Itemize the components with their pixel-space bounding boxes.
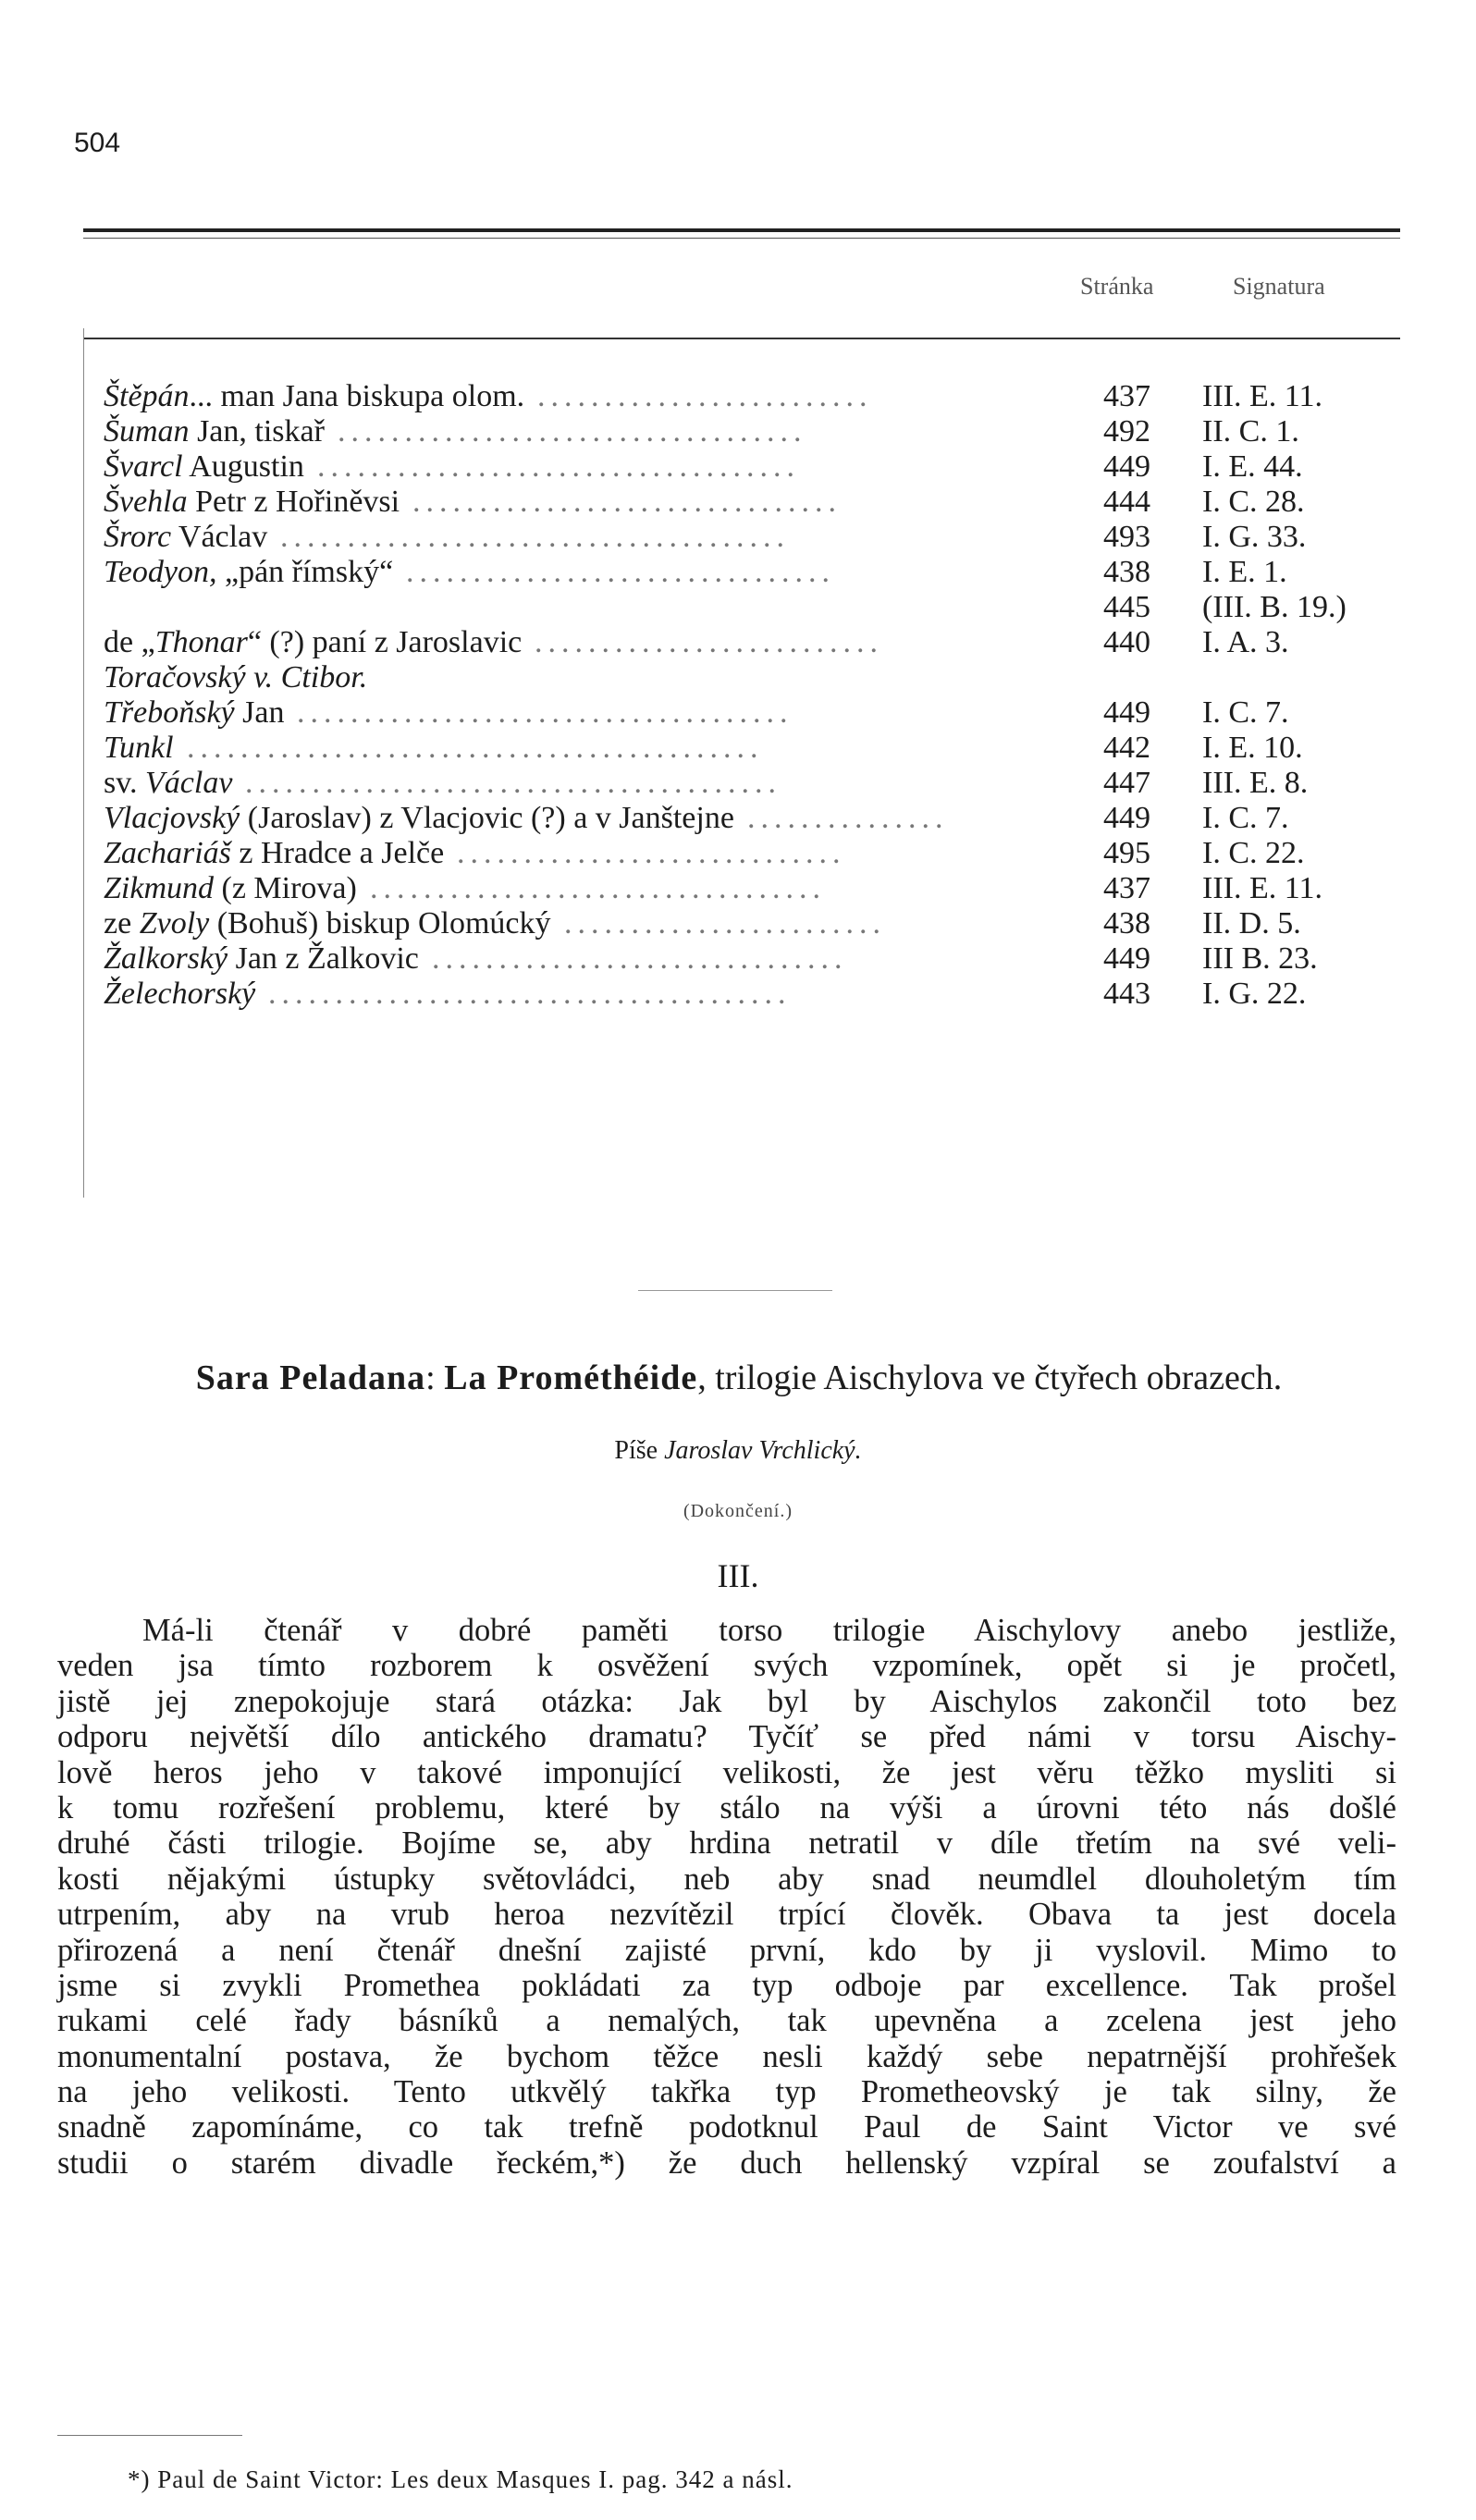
entry-surname: Toračovský v. Ctibor. (104, 660, 368, 695)
index-row (104, 977, 1417, 1012)
leader-dots: ..................................... (297, 695, 793, 730)
entry-detail: (Jaroslav) z Vlacjovic (?) a v Janštejne (240, 801, 734, 835)
entry-detail: (z Mirova) (214, 871, 357, 905)
index-signature: III B. 23. (1202, 941, 1318, 976)
leader-dots: .................................. (370, 871, 826, 905)
entry-surname: Štěpán (104, 379, 190, 413)
index-page-number: 438 (1103, 906, 1150, 940)
index-row (104, 731, 1417, 766)
entry-detail: Jan (234, 695, 285, 730)
article-body (57, 1613, 1396, 2181)
index-signature: I. E. 1. (1202, 555, 1287, 589)
leader-dots: ............................... (432, 941, 848, 976)
leader-dots: ........................ (564, 906, 886, 940)
leader-dots: .......................... (535, 625, 883, 659)
index-signature: III. E. 8. (1202, 766, 1309, 800)
leader-dots: ........................................... (187, 731, 764, 765)
entry-prefix: ze (104, 906, 140, 940)
text-line: veden jsa tímto rozborem k osvěžení svých vzpomínek, opět si je pročetl, (57, 1648, 1396, 1684)
entry-surname: Zvoly (139, 906, 210, 940)
entry-detail: ... man Jana biskupa olom. (189, 379, 525, 413)
entry-surname: Teodyon, (104, 555, 217, 589)
index-row (104, 449, 1417, 485)
index-row (104, 766, 1417, 801)
entry-detail: z Hradce a Jelče (230, 836, 445, 870)
leader-dots: ................................ (406, 555, 835, 589)
index-entry-name (104, 660, 367, 695)
index-entry-name (104, 414, 325, 449)
index-row (104, 695, 1417, 731)
header-rule (83, 338, 1400, 339)
index-entry-name (104, 871, 357, 906)
index-signature: I. A. 3. (1202, 625, 1289, 659)
index-entry-name (104, 731, 174, 766)
text-line: k tomu rozřešení problemu, které by stálo na výši a úrovni této nás došlé (57, 1789, 1396, 1825)
index-signature: (III. B. 19.) (1202, 590, 1347, 624)
index-page-number: 443 (1103, 977, 1150, 1011)
section-heading: III. (717, 1557, 759, 1594)
text-line: jsme si zvykli Promethea pokládati za typ odboje par excellence. Tak prošel (57, 1967, 1396, 2003)
index-row (104, 801, 1417, 836)
entry-surname: Zachariáš (104, 836, 231, 870)
entry-prefix: de „ (104, 625, 155, 659)
index-page-number: 444 (1103, 485, 1150, 519)
index-entry-name (104, 906, 551, 941)
entry-detail: “ (?) paní z Jaroslavic (247, 625, 523, 659)
column-header-page: Stránka (1080, 273, 1154, 300)
index-signature: II. C. 1. (1202, 414, 1299, 449)
author-prefix: Píše (614, 1436, 665, 1465)
index-page-number: 445 (1103, 590, 1150, 624)
entry-detail: Petr z Hořiněvsi (187, 485, 400, 519)
index-signature: III. E. 11. (1202, 379, 1322, 413)
index-row (104, 590, 1417, 625)
entry-prefix: sv. (104, 766, 146, 800)
index-table (104, 379, 1417, 1012)
index-entry-name (104, 485, 400, 520)
index-row (104, 941, 1417, 977)
entry-detail: „pán římský“ (216, 555, 394, 589)
entry-detail: Jan, tiskař (189, 414, 325, 449)
index-signature: I. C. 7. (1202, 801, 1289, 835)
index-entry-name (104, 625, 522, 660)
index-page-number: 449 (1103, 941, 1150, 976)
index-row (104, 414, 1417, 449)
text-line: na jeho velikosti. Tento utkvělý takřka typ Prometheovský je tak silny, že (57, 2074, 1396, 2110)
leader-dots: ................................... (338, 414, 807, 449)
leader-dots: ................................ (412, 485, 842, 519)
entry-detail: Jan z Žalkovic (228, 941, 419, 976)
index-signature: III. E. 11. (1202, 871, 1322, 905)
index-signature: I. C. 7. (1202, 695, 1289, 730)
index-signature: I. E. 44. (1202, 449, 1303, 484)
index-row (104, 660, 1417, 695)
index-entry-name (104, 695, 284, 731)
text-line: druhé části trilogie. Bojíme se, aby hrdina netratil v díle třetím na své veli- (57, 1825, 1396, 1862)
index-entry-name (104, 520, 267, 555)
leader-dots: ...................................... (280, 520, 790, 554)
index-entry-name (104, 449, 304, 485)
top-rule (83, 228, 1400, 232)
index-entry-name (104, 977, 255, 1012)
title-author-name: Sara Peladana (195, 1358, 426, 1397)
entry-detail: (Bohuš) biskup Olomúcký (209, 906, 551, 940)
index-signature: I. G. 33. (1202, 520, 1307, 554)
entry-surname: Třeboňský (104, 695, 235, 730)
page-number: 504 (74, 128, 121, 158)
leader-dots: ............................. (457, 836, 846, 870)
text-line: odporu největší dílo antického dramatu? Tyčíť se před námi v torsu Aischy- (57, 1719, 1396, 1755)
index-page-number: 495 (1103, 836, 1150, 870)
title-work-name: La Prométhéide (444, 1358, 698, 1397)
entry-surname: Šrorc (104, 520, 172, 554)
index-page-number: 449 (1103, 695, 1150, 730)
footnote-rule (57, 2435, 242, 2436)
footnote: *) Paul de Saint Victor: Les deux Masques I. pag. 342 a násl. (128, 2465, 793, 2493)
index-row (104, 906, 1417, 941)
continuation-note: (Dokončení.) (683, 1501, 793, 1521)
index-page-number: 442 (1103, 731, 1150, 765)
index-signature: I. E. 10. (1202, 731, 1303, 765)
index-page-number: 438 (1103, 555, 1150, 589)
entry-surname: Švarcl (104, 449, 183, 484)
index-signature: I. G. 22. (1202, 977, 1307, 1011)
entry-surname: Šuman (104, 414, 190, 449)
article-title (68, 1358, 1409, 1398)
text-line: monumentalní postava, že bychom těžce nesli každý sebe nepatrnější prohřešek (57, 2038, 1396, 2074)
top-rule-thin (83, 238, 1400, 239)
entry-detail: Václav (171, 520, 268, 554)
text-line: snadně zapomínáme, co tak trefně podotknul Paul de Saint Victor ve své (57, 2109, 1396, 2145)
text-line: jistě jej znepokojuje stará otázka: Jak byl by Aischylos zakončil toto bez (57, 1683, 1396, 1719)
leader-dots: ............... (747, 801, 949, 835)
entry-detail: Augustin (182, 449, 304, 484)
text-line: lově heros jeho v takové imponující velikosti, že jest věru těžko mysliti si (57, 1754, 1396, 1790)
title-subtitle: , trilogie Aischylova ve čtyřech obrazech. (697, 1358, 1283, 1397)
index-signature: II. D. 5. (1202, 906, 1301, 940)
text-line: utrpením, aby na vrub heroa nezvítězil trpící člověk. Obava ta jest docela (57, 1897, 1396, 1933)
entry-surname: Želechorský (104, 977, 256, 1011)
index-page-number: 440 (1103, 625, 1150, 659)
entry-surname: Vlacjovský (104, 801, 240, 835)
index-row (104, 485, 1417, 520)
leader-dots: ........................................ (245, 766, 781, 800)
table-left-border (83, 328, 84, 1198)
index-entry-name (104, 801, 734, 836)
leader-dots: ....................................... (268, 977, 792, 1011)
index-page-number: 447 (1103, 766, 1150, 800)
index-signature: I. C. 22. (1202, 836, 1305, 870)
index-row (104, 379, 1417, 414)
index-page-number: 437 (1103, 871, 1150, 905)
entry-surname: Tunkl (104, 731, 174, 765)
index-page-number: 449 (1103, 801, 1150, 835)
entry-surname: Zikmund (104, 871, 214, 905)
index-row (104, 871, 1417, 906)
index-row (104, 836, 1417, 871)
article-author (0, 1436, 1476, 1466)
title-separator: : (425, 1358, 445, 1397)
column-header-signature: Signatura (1233, 273, 1325, 300)
text-line: kosti nějakými ústupky světovládci, neb aby snad neumdlel dlouholetým tím (57, 1861, 1396, 1897)
index-signature: I. C. 28. (1202, 485, 1305, 519)
index-entry-name (104, 555, 393, 590)
index-entry-name (104, 766, 232, 801)
index-page-number: 437 (1103, 379, 1150, 413)
index-page-number: 493 (1103, 520, 1150, 554)
author-name: Jaroslav Vrchlický. (664, 1436, 862, 1465)
separator-rule (638, 1290, 832, 1291)
index-entry-name (104, 941, 419, 977)
leader-dots: .................................... (317, 449, 800, 484)
text-line: přirozená a není čtenář dnešní zajisté první, kdo by ji vyslovil. Mimo to (57, 1932, 1396, 1968)
text-line: rukami celé řady básníků a nemalých, tak upevněna a zcelena jest jeho (57, 2003, 1396, 2039)
index-page-number: 492 (1103, 414, 1150, 449)
text-line: Má-li čtenář v dobré paměti torso trilogie Aischylovy anebo jestliže, (142, 1613, 1396, 1648)
entry-surname: Žalkorský (104, 941, 228, 976)
entry-surname: Václav (145, 766, 233, 800)
leader-dots: ......................... (537, 379, 873, 413)
index-row (104, 520, 1417, 555)
entry-surname: Thonar (154, 625, 248, 659)
index-row (104, 555, 1417, 590)
index-entry-name (104, 836, 444, 871)
index-row (104, 625, 1417, 660)
index-entry-name (104, 379, 524, 414)
text-line: studii o starém divadle řeckém,*) že duch hellenský vzpíral se zoufalství a (57, 2145, 1396, 2181)
index-page-number: 449 (1103, 449, 1150, 484)
entry-surname: Švehla (104, 485, 188, 519)
